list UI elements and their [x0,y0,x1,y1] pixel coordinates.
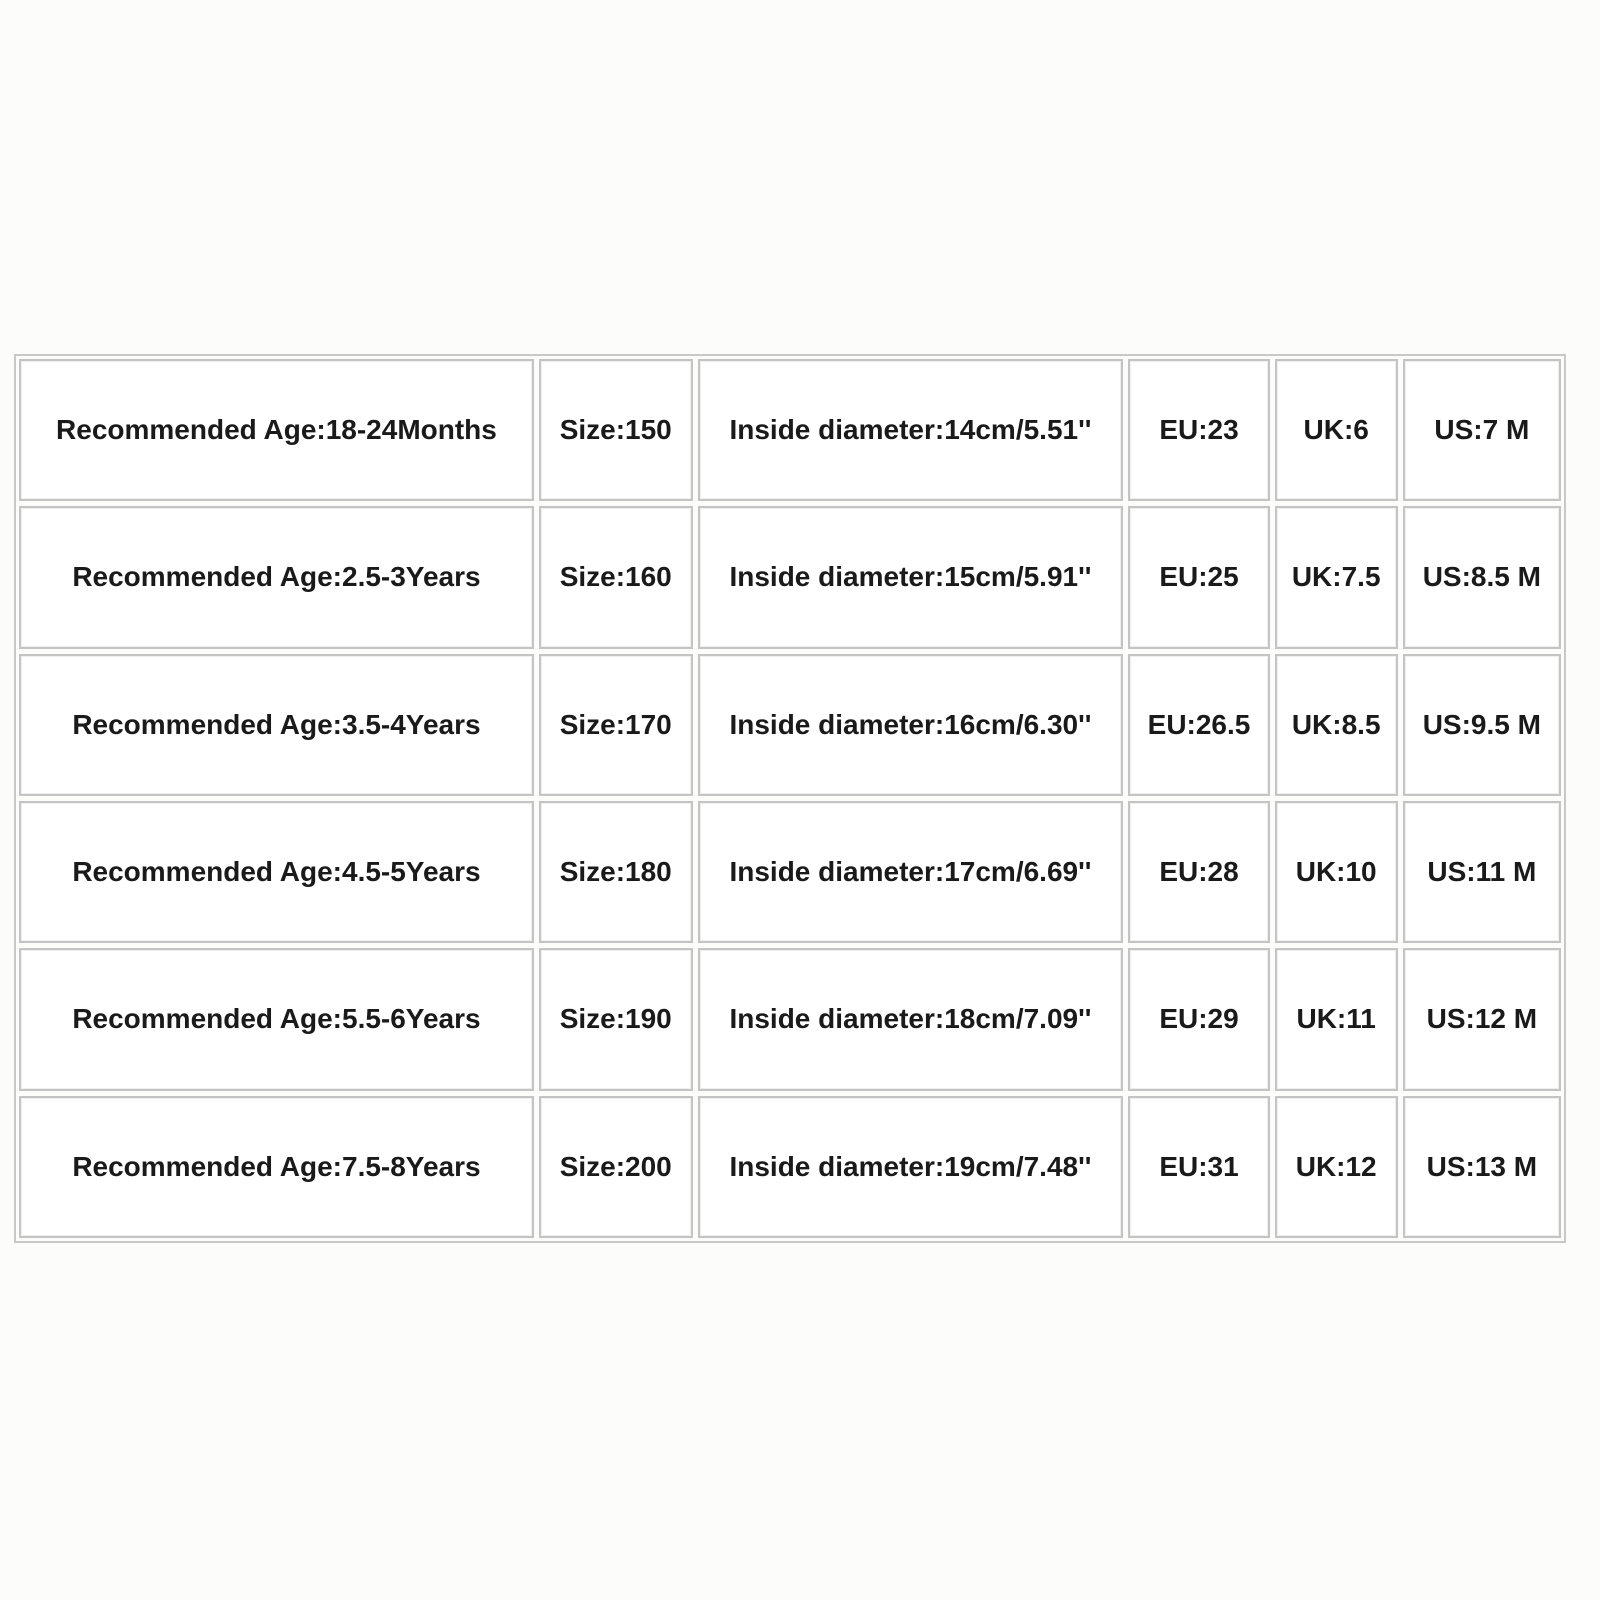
eu-size-cell: EU:29 [1128,948,1269,1090]
us-size-cell: US:9.5 M [1403,654,1561,796]
table-row [19,948,1561,1090]
table-row [19,1096,1561,1238]
uk-size-cell: UK:6 [1275,359,1398,501]
size-cell: Size:160 [539,506,693,648]
size-cell: Size:200 [539,1096,693,1238]
eu-size-cell: EU:26.5 [1128,654,1269,796]
table-row [19,801,1561,943]
us-size-cell: US:12 M [1403,948,1561,1090]
uk-size-cell: UK:11 [1275,948,1398,1090]
us-size-cell: US:13 M [1403,1096,1561,1238]
diameter-cell: Inside diameter:15cm/5.91'' [698,506,1124,648]
us-size-cell: US:8.5 M [1403,506,1561,648]
age-cell: Recommended Age:18-24Months [19,359,534,501]
age-cell: Recommended Age:3.5-4Years [19,654,534,796]
uk-size-cell: UK:7.5 [1275,506,1398,648]
eu-size-cell: EU:28 [1128,801,1269,943]
age-cell: Recommended Age:2.5-3Years [19,506,534,648]
size-cell: Size:190 [539,948,693,1090]
diameter-cell: Inside diameter:14cm/5.51'' [698,359,1124,501]
table-row [19,654,1561,796]
uk-size-cell: UK:10 [1275,801,1398,943]
uk-size-cell: UK:8.5 [1275,654,1398,796]
us-size-cell: US:7 M [1403,359,1561,501]
size-cell: Size:150 [539,359,693,501]
diameter-cell: Inside diameter:19cm/7.48'' [698,1096,1124,1238]
size-cell: Size:180 [539,801,693,943]
diameter-cell: Inside diameter:18cm/7.09'' [698,948,1124,1090]
size-chart-table [14,354,1566,1243]
diameter-cell: Inside diameter:16cm/6.30'' [698,654,1124,796]
uk-size-cell: UK:12 [1275,1096,1398,1238]
table-row [19,506,1561,648]
size-cell: Size:170 [539,654,693,796]
us-size-cell: US:11 M [1403,801,1561,943]
table-row [19,359,1561,501]
age-cell: Recommended Age:7.5-8Years [19,1096,534,1238]
eu-size-cell: EU:25 [1128,506,1269,648]
diameter-cell: Inside diameter:17cm/6.69'' [698,801,1124,943]
size-chart-frame [14,354,1566,1243]
age-cell: Recommended Age:4.5-5Years [19,801,534,943]
eu-size-cell: EU:31 [1128,1096,1269,1238]
age-cell: Recommended Age:5.5-6Years [19,948,534,1090]
eu-size-cell: EU:23 [1128,359,1269,501]
